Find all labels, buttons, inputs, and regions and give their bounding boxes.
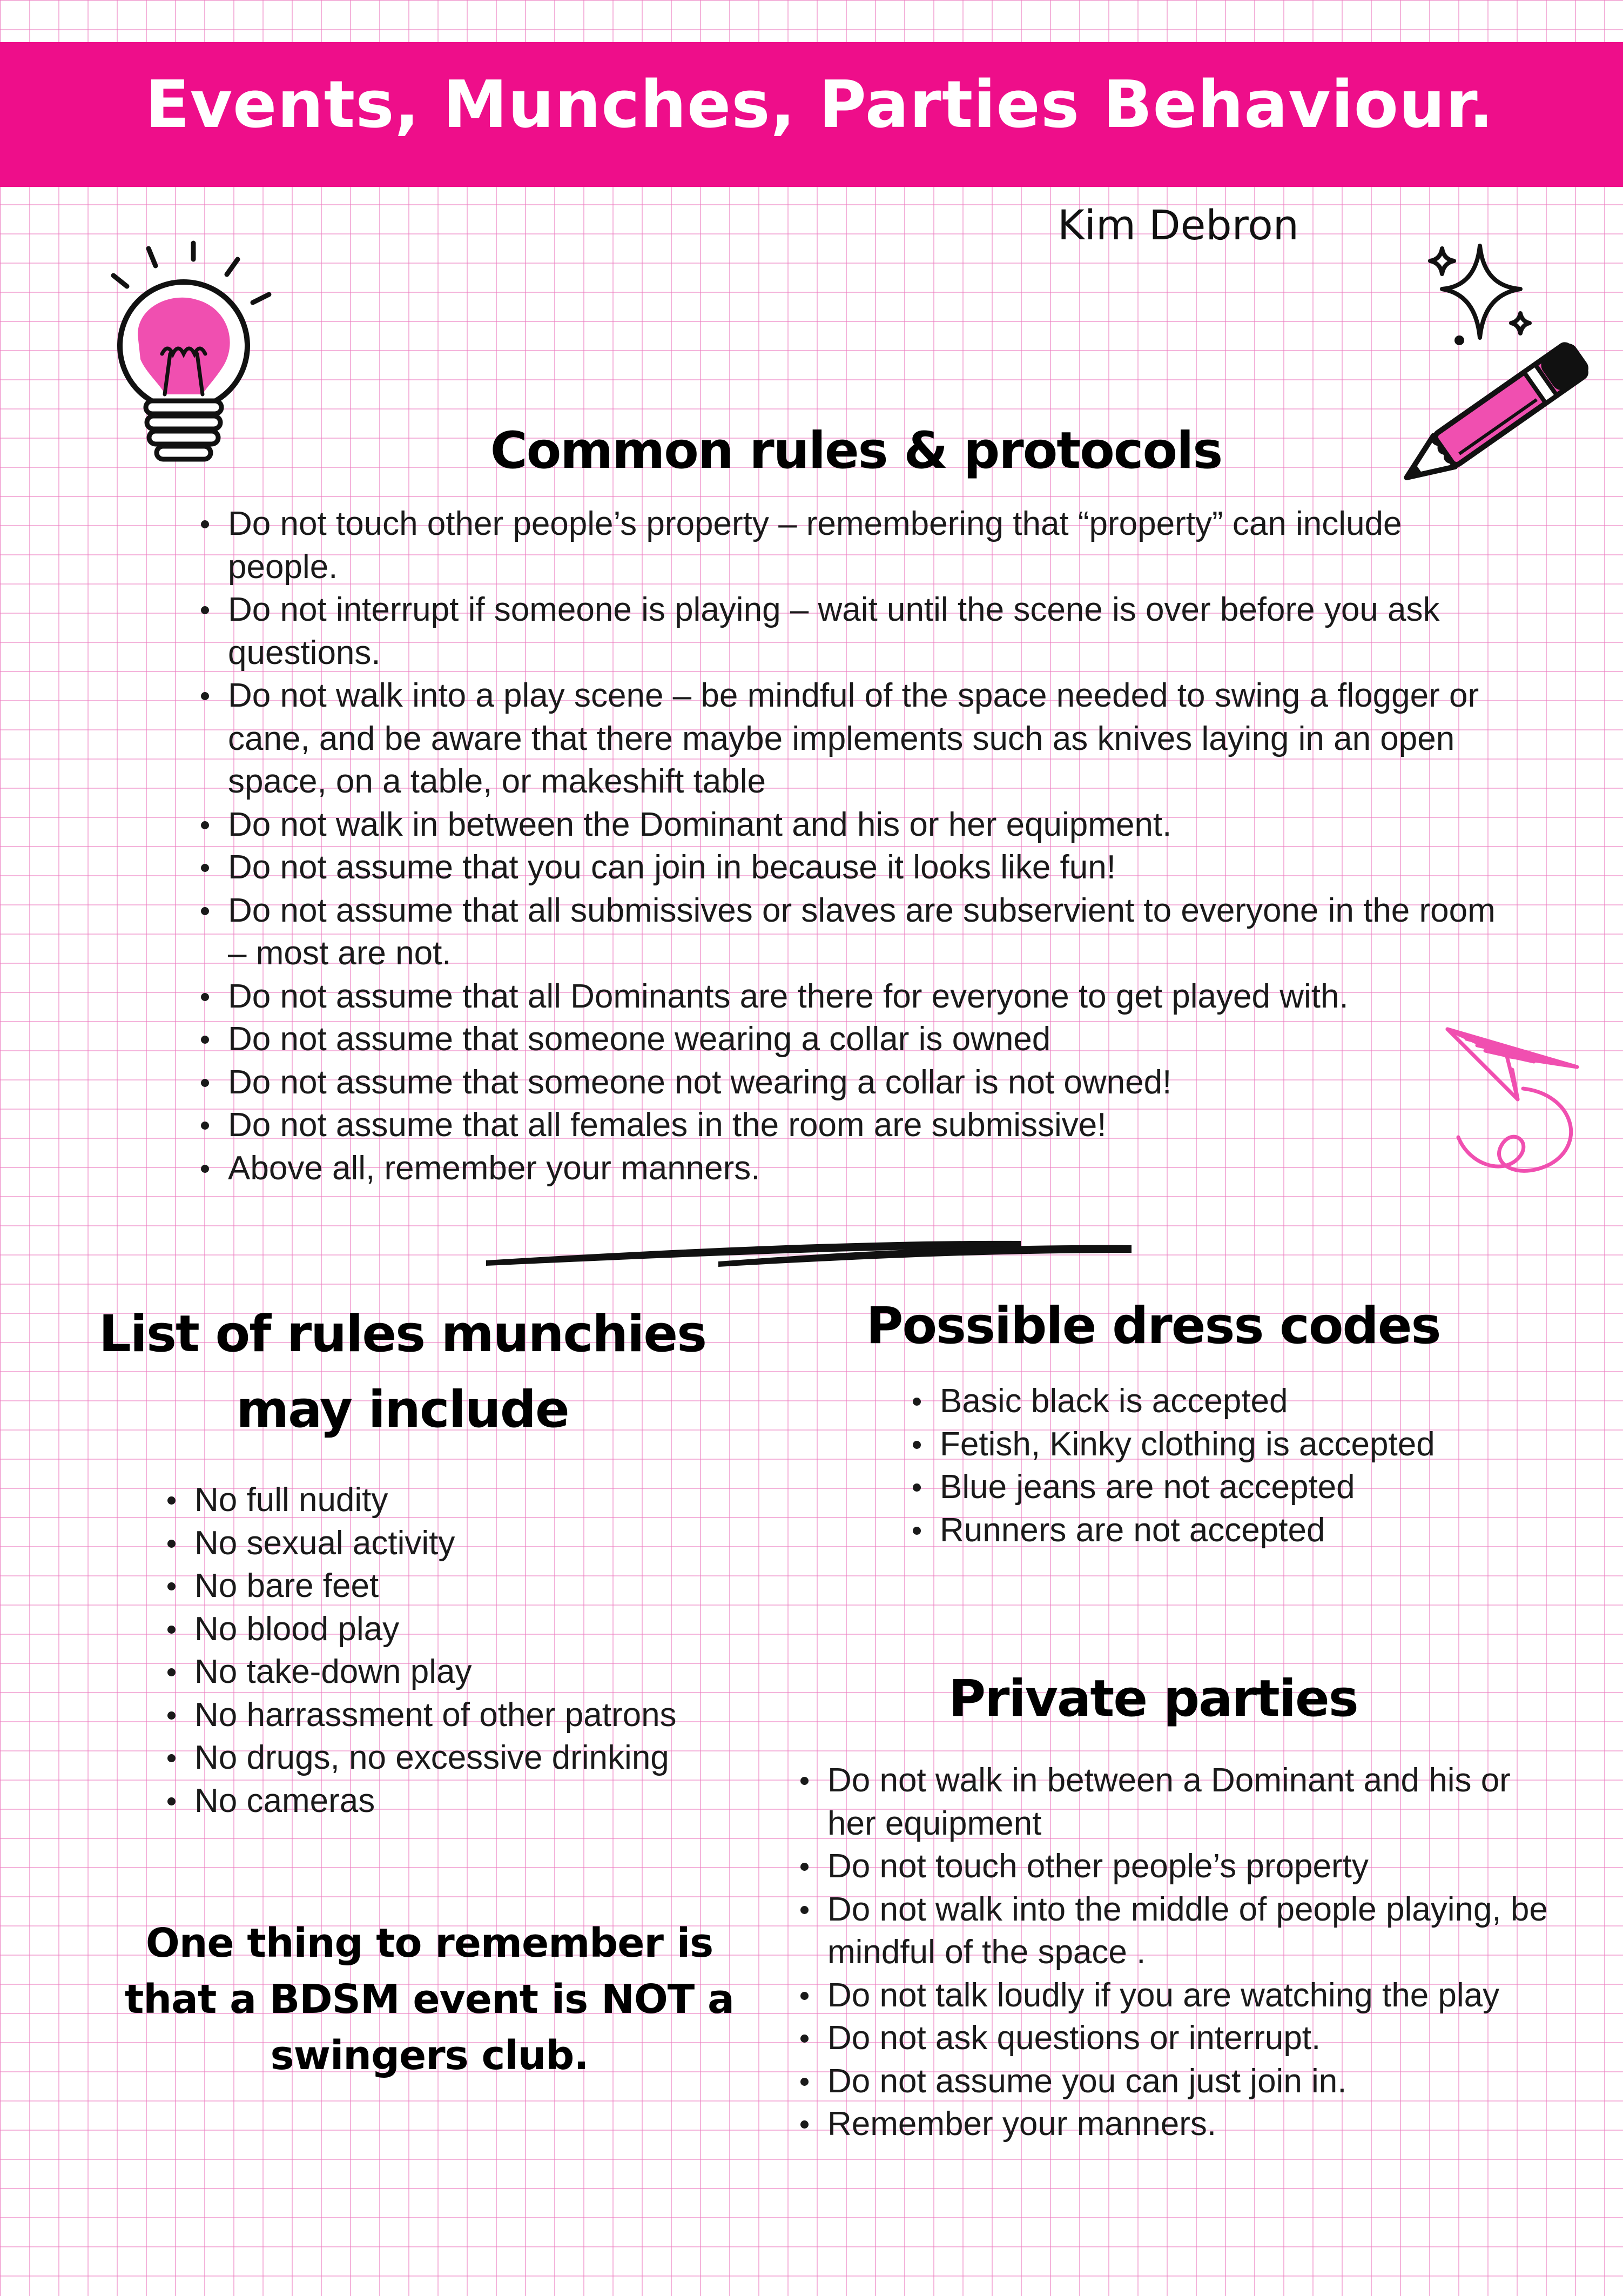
list-item: No sexual activity [162,1522,756,1565]
reminder-line1: One thing to remember is [145,1920,713,1966]
reminder-line2: that a BDSM event is NOT a [125,1976,734,2023]
list-item: Do not assume that all females in the room are submissive! [196,1104,1519,1147]
list-item: Do not assume you can just join in. [795,2060,1551,2103]
pencil-icon [1383,319,1599,519]
list-item: Runners are not accepted [907,1509,1528,1552]
lightbulb-icon [97,232,281,470]
munchies-heading-line2: may include [236,1380,569,1439]
munchies-rules-list [162,1479,756,1822]
list-item: No blood play [162,1608,756,1651]
list-item: Do not interrupt if someone is playing – wait until the scene is over before you ask questions. [196,588,1519,674]
reminder-callout [119,1915,740,2084]
list-item: Do not walk in between the Dominant and his or her equipment. [196,803,1519,847]
list-item: Do not assume that all submissives or slaves are subservient to everyone in the room – most are not. [196,889,1519,975]
list-item: Do not walk in between a Dominant and his or her equipment [795,1759,1551,1845]
divider-brush-stroke [481,1229,1140,1272]
list-item: Blue jeans are not accepted [907,1466,1528,1509]
list-item: Remember your manners. [795,2103,1551,2146]
list-item: No cameras [162,1780,756,1823]
dress-codes-heading: Possible dress codes [866,1297,1440,1355]
page-title: Events, Munches, Parties Behaviour. [145,68,1494,143]
list-item: Do not talk loudly if you are watching the play [795,1974,1551,2017]
munchies-heading-line1: List of rules munchies [98,1305,706,1364]
reminder-line3: swingers club. [270,2032,589,2079]
list-item: No drugs, no excessive drinking [162,1736,756,1780]
list-item: Basic black is accepted [907,1380,1528,1423]
list-item: Do not ask questions or interrupt. [795,2017,1551,2060]
private-parties-heading: Private parties [948,1669,1358,1728]
list-item: Do not assume that someone not wearing a collar is not owned! [196,1061,1519,1104]
list-item: Do not assume that all Dominants are there for everyone to get played with. [196,975,1519,1018]
dress-codes-list [907,1380,1528,1552]
list-item: No take-down play [162,1650,756,1694]
list-item: Do not assume that someone wearing a collar is owned [196,1018,1519,1061]
common-rules-heading: Common rules & protocols [490,421,1222,480]
list-item: Do not assume that you can join in because it looks like fun! [196,846,1519,889]
list-item: Fetish, Kinky clothing is accepted [907,1423,1528,1466]
author-name: Kim Debron [1058,201,1299,249]
list-item: Do not walk into the middle of people playing, be mindful of the space . [795,1888,1551,1974]
common-rules-list [196,502,1519,1190]
list-item: No bare feet [162,1565,756,1608]
private-parties-list [795,1759,1551,2146]
list-item: Do not touch other people’s property [795,1845,1551,1888]
list-item: No full nudity [162,1479,756,1522]
list-item: Do not touch other people’s property – remembering that “property” can include people. [196,502,1519,588]
munchies-heading [70,1297,735,1448]
list-item: No harrassment of other patrons [162,1694,756,1737]
list-item: Above all, remember your manners. [196,1147,1519,1190]
list-item: Do not walk into a play scene – be mindful of the space needed to swing a flogger or cane, and be aware that there maybe implements such as knives laying in an open space, on a table, or makeshift table [196,674,1519,803]
